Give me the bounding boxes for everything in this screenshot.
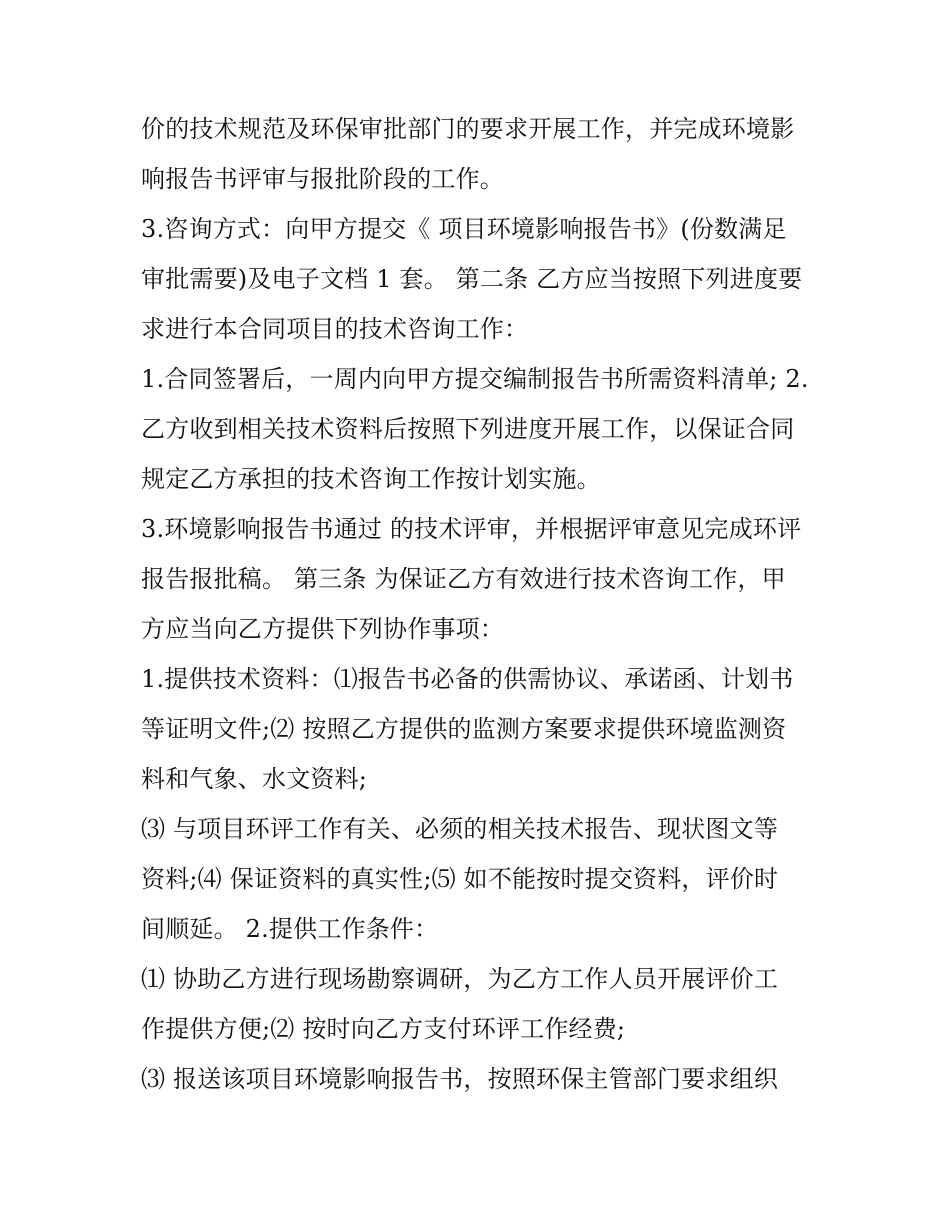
text-line: 间顺延。 2.提供工作条件： — [141, 915, 439, 943]
text-line: 价的技术规范及环保审批部门的要求开展工作，并完成环境影 — [141, 115, 795, 143]
text-line: 乙方收到相关技术资料后按照下列进度开展工作，以保证合同 — [141, 415, 795, 443]
text-line: ⑶ 与项目环评工作有关、必须的相关技术报告、现状图文等 — [141, 815, 779, 843]
text-line: 资料;⑷ 保证资料的真实性;⑸ 如不能按时提交资料，评价时 — [141, 865, 779, 893]
text-line: 报告报批稿。 第三条 为保证乙方有效进行技术咨询工作，甲 — [141, 565, 786, 593]
document-body — [141, 104, 821, 1104]
text-line: 料和气象、水文资料; — [141, 765, 368, 793]
text-line: 3.咨询方式：向甲方提交《 项目环境影响报告书》(份数满足 — [141, 215, 787, 243]
text-line: 作提供方便;⑵ 按时向乙方支付环评工作经费; — [141, 1015, 626, 1043]
text-line: ⑶ 报送该项目环境影响报告书，按照环保主管部门要求组织 — [141, 1065, 779, 1093]
text-line: 审批需要)及电子文档 1 套。 第二条 乙方应当按照下列进度要 — [141, 265, 803, 293]
text-line: 3.环境影响报告书通过 的技术评审，并根据评审意见完成环评 — [141, 515, 802, 543]
text-line: 规定乙方承担的技术咨询工作按计划实施。 — [141, 465, 601, 493]
text-line: 方应当向乙方提供下列协作事项： — [141, 615, 504, 643]
text-line: 1.提供技术资料：⑴报告书必备的供需协议、承诺函、计划书 — [141, 665, 794, 693]
text-line: 1.合同签署后，一周内向甲方提交编制报告书所需资料清单; 2. — [141, 365, 809, 393]
text-line: ⑴ 协助乙方进行现场勘察调研，为乙方工作人员开展评价工 — [141, 965, 779, 993]
text-line: 等证明文件;⑵ 按照乙方提供的监测方案要求提供环境监测资 — [141, 715, 787, 743]
text-line: 求进行本合同项目的技术咨询工作： — [141, 315, 529, 343]
text-line: 响报告书评审与报批阶段的工作。 — [141, 165, 504, 193]
